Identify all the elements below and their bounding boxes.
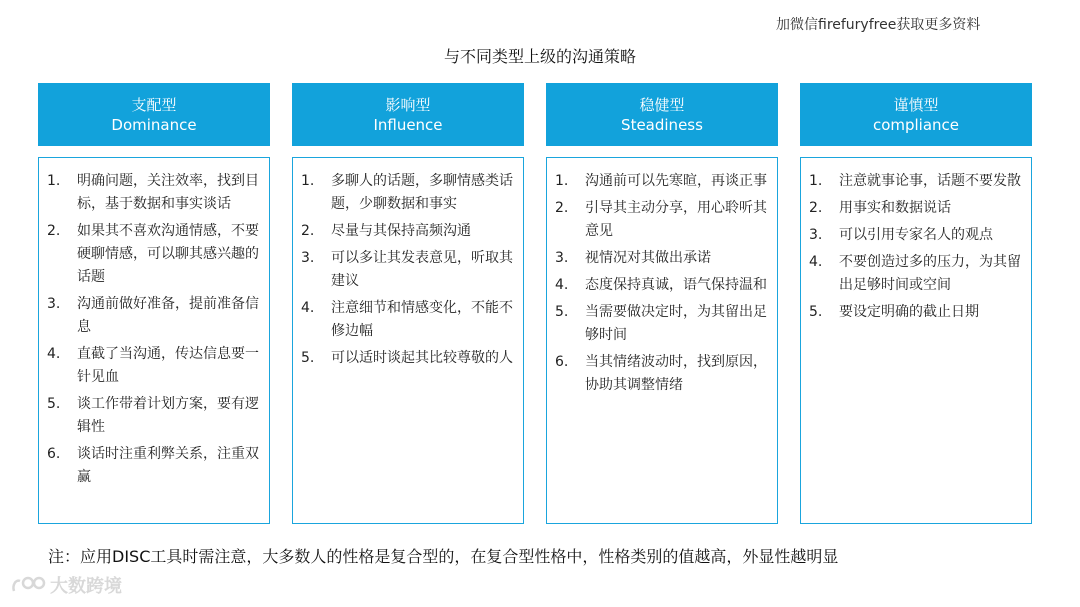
item-text: 谈话时注重利弊关系，注重双赢 xyxy=(77,446,259,485)
logo xyxy=(10,572,122,598)
item-number: 1. xyxy=(301,173,315,189)
item-number: 1. xyxy=(555,173,569,189)
column-body xyxy=(546,157,778,524)
column-body xyxy=(800,157,1032,524)
list-item xyxy=(47,220,263,289)
list-item xyxy=(809,197,1025,220)
page-title: 与不同类型上级的沟通策略 xyxy=(443,47,636,66)
logo-text: 大数跨境 xyxy=(50,576,122,597)
column-steadiness xyxy=(546,83,778,524)
item-number: 2. xyxy=(555,200,569,216)
item-text: 谈工作带着计划方案，要有逻辑性 xyxy=(77,396,259,435)
list-item xyxy=(47,393,263,439)
column-header xyxy=(292,83,524,146)
list-item xyxy=(47,443,263,489)
column-dominance xyxy=(38,83,270,524)
item-text: 直截了当沟通，传达信息要一针见血 xyxy=(77,346,259,385)
list-item xyxy=(301,220,517,243)
item-text: 可以引用专家名人的观点 xyxy=(839,227,993,243)
item-number: 4. xyxy=(301,300,315,316)
column-body xyxy=(292,157,524,524)
list-item xyxy=(809,251,1025,297)
watermark-text: 加微信firefuryfree获取更多资料 xyxy=(776,17,981,33)
item-number: 4. xyxy=(47,346,61,362)
item-number: 1. xyxy=(809,173,823,189)
column-name-cn: 支配型 xyxy=(131,96,177,114)
list-item xyxy=(809,301,1025,324)
list-item xyxy=(47,343,263,389)
list-item xyxy=(301,347,517,370)
column-compliance xyxy=(800,83,1032,524)
item-number: 5. xyxy=(47,396,61,412)
item-number: 2. xyxy=(301,223,315,239)
column-name-en: Steadiness xyxy=(621,116,703,134)
item-text: 态度保持真诚，语气保持温和 xyxy=(585,277,767,293)
item-number: 6. xyxy=(555,354,569,370)
list-item xyxy=(301,170,517,216)
item-text: 如果其不喜欢沟通情感，不要硬聊情感，可以聊其感兴趣的话题 xyxy=(77,223,259,285)
item-number: 5. xyxy=(555,304,569,320)
item-number: 2. xyxy=(809,200,823,216)
item-number: 3. xyxy=(301,250,315,266)
item-text: 要设定明确的截止日期 xyxy=(839,304,979,320)
column-name-en: Influence xyxy=(373,116,443,134)
column-name-en: compliance xyxy=(872,116,960,134)
item-text: 引导其主动分享，用心聆听其意见 xyxy=(585,200,767,239)
item-text: 明确问题，关注效率，找到目标，基于数据和事实谈话 xyxy=(77,173,259,212)
list-item xyxy=(555,301,771,347)
item-text: 当其情绪波动时，找到原因，协助其调整情绪 xyxy=(585,354,767,393)
column-name-en: Dominance xyxy=(111,116,197,134)
item-text: 尽量与其保持高频沟通 xyxy=(331,223,471,239)
item-text: 可以适时谈起其比较尊敬的人 xyxy=(331,350,513,366)
list-item xyxy=(555,197,771,243)
item-text: 视情况对其做出承诺 xyxy=(585,250,711,266)
item-text: 多聊人的话题，多聊情感类话题，少聊数据和事实 xyxy=(331,173,513,212)
column-name-cn: 谨慎型 xyxy=(893,96,939,114)
list-item xyxy=(555,351,771,397)
item-text: 用事实和数据说话 xyxy=(839,200,951,216)
list-item xyxy=(809,224,1025,247)
item-number: 3. xyxy=(555,250,569,266)
column-header xyxy=(546,83,778,146)
footnote: 注：应用DISC工具时需注意，大多数人的性格是复合型的，在复合型性格中，性格类别的值越高，外显性越明显 xyxy=(48,547,839,566)
item-number: 4. xyxy=(809,254,823,270)
item-text: 当需要做决定时，为其留出足够时间 xyxy=(585,304,767,343)
list-item xyxy=(47,170,263,216)
list-item xyxy=(555,247,771,270)
item-number: 1. xyxy=(47,173,61,189)
logo-icon xyxy=(10,573,46,597)
item-number: 4. xyxy=(555,277,569,293)
item-text: 注意细节和情感变化，不能不修边幅 xyxy=(331,300,513,339)
column-body xyxy=(38,157,270,524)
list-item xyxy=(47,293,263,339)
column-header xyxy=(38,83,270,146)
item-text: 沟通前可以先寒暄，再谈正事 xyxy=(585,173,767,189)
column-name-cn: 稳健型 xyxy=(639,96,685,114)
list-item xyxy=(301,297,517,343)
column-header xyxy=(800,83,1032,146)
column-name-cn: 影响型 xyxy=(385,96,431,114)
list-item xyxy=(301,247,517,293)
item-number: 5. xyxy=(301,350,315,366)
item-text: 沟通前做好准备，提前准备信息 xyxy=(77,296,259,335)
item-number: 5. xyxy=(809,304,823,320)
list-item xyxy=(555,170,771,193)
item-text: 不要创造过多的压力，为其留出足够时间或空间 xyxy=(839,254,1021,293)
column-influence xyxy=(292,83,524,524)
list-item xyxy=(809,170,1025,193)
item-number: 6. xyxy=(47,446,61,462)
item-number: 3. xyxy=(809,227,823,243)
item-number: 2. xyxy=(47,223,61,239)
list-item xyxy=(555,274,771,297)
item-text: 可以多让其发表意见，听取其建议 xyxy=(331,250,513,289)
item-text: 注意就事论事，话题不要发散 xyxy=(839,173,1021,189)
item-number: 3. xyxy=(47,296,61,312)
